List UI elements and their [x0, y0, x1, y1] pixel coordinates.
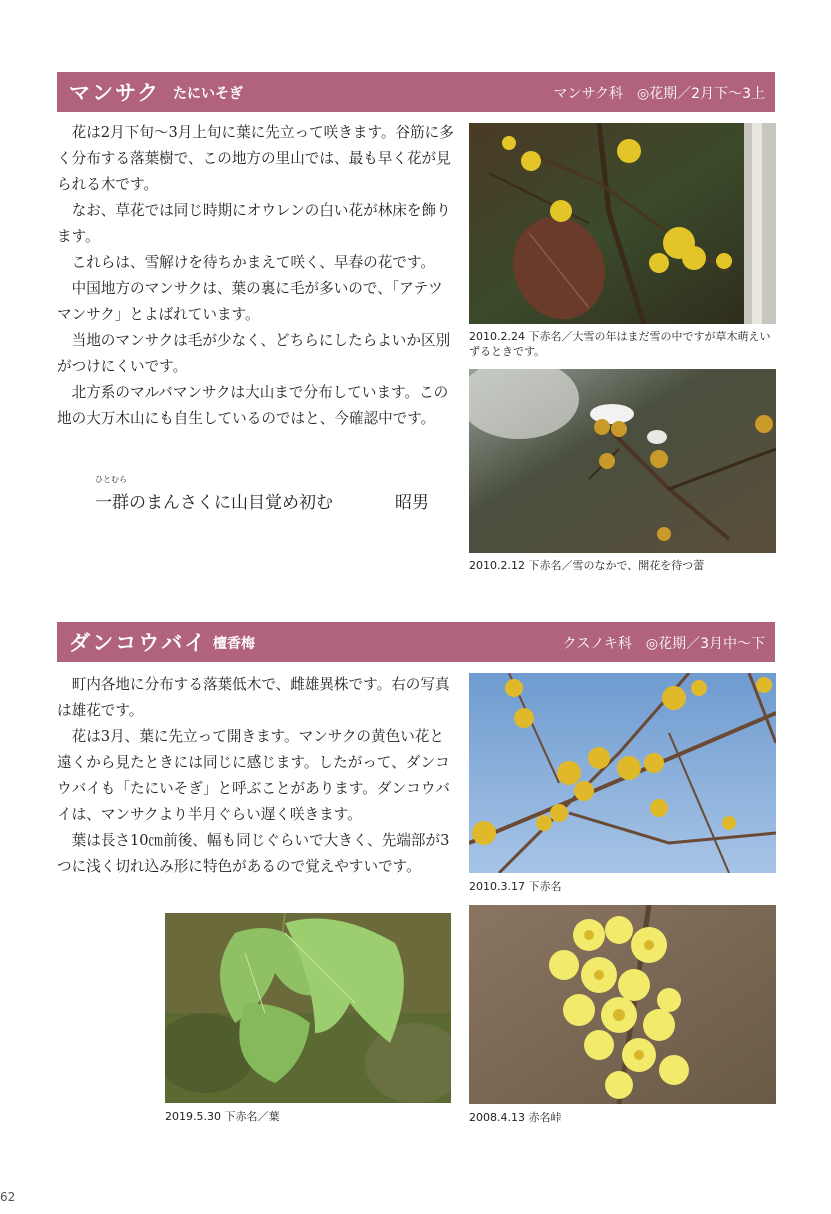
section-header-dankoubai	[57, 622, 775, 662]
page-number: 62	[0, 1190, 16, 1204]
photo-caption: 2008.4.13 赤名峠	[469, 1111, 562, 1124]
paragraph: 当地のマンサクは毛が少なく、どちらにしたらよいか区別がつけにくいです。	[57, 332, 451, 375]
photo-dankoubai-leaves	[165, 913, 451, 1103]
photo-dankoubai-flowers-closeup	[469, 905, 776, 1104]
haiku-ruby: ひとむら	[95, 475, 127, 484]
paragraph: これらは、雪解けを待ちかまえて咲く、早春の花です。	[71, 254, 435, 271]
photo-mansaku-buds-snow	[469, 369, 776, 553]
paragraph: なお、草花では同じ時期にオウレンの白い花が林床を飾ります。	[57, 202, 451, 245]
section-title: ダンコウバイ	[69, 631, 208, 655]
section-header-mansaku	[57, 72, 775, 112]
photo-caption: 2019.5.30 下赤名／葉	[165, 1110, 280, 1123]
photo-mansaku-flowers	[469, 123, 776, 324]
paragraph: 町内各地に分布する落葉低木で、雌雄異株です。右の写真は雄花です。	[57, 676, 450, 719]
paragraph: 北方系のマルバマンサクは大山まで分布しています。この地の大万木山にも自生しているのではと、今確認中です。	[57, 384, 449, 427]
photo-caption: 2010.3.17 下赤名	[469, 880, 562, 893]
section-reading: 檀香梅	[213, 636, 255, 652]
section-reading: たにいそぎ	[173, 86, 243, 102]
photo-caption: 2010.2.24 下赤名／大雪の年はまだ雪の中ですが草木萌えいずるときです。	[469, 330, 771, 358]
haiku	[95, 475, 429, 513]
paragraph: 中国地方のマンサクは、葉の裏に毛が多いので、「アテツマンサク」とよばれています。	[57, 280, 443, 323]
section-body-dankoubai	[57, 672, 452, 880]
photo-caption: 2010.2.12 下赤名／雪のなかで、開花を待つ蕾	[469, 559, 705, 572]
paragraph: 花は3月、葉に先立って開きます。マンサクの黄色い花と遠くから見たときには同じに感じます。したがって、ダンコウバイも「たにいそぎ」と呼ぶことがあります。ダンコウバイは、マンサクより半月ぐらい遅く咲きます。	[57, 728, 451, 823]
haiku-author: 昭男	[395, 493, 429, 513]
photo-dankoubai-branches	[469, 673, 776, 873]
section-title: マンサク	[69, 81, 161, 105]
section-family: クスノキ科 ◎花期／3月中〜下	[562, 636, 765, 652]
section-body-mansaku	[57, 120, 457, 432]
paragraph: 葉は長さ10㎝前後、幅も同じぐらいで大きく、先端部が3つに浅く切れ込み形に特色があるので覚えやすいです。	[57, 832, 450, 875]
section-family: マンサク科 ◎花期／2月下〜3上	[553, 86, 765, 102]
paragraph: 花は2月下旬〜3月上旬に葉に先立って咲きます。谷筋に多く分布する落葉樹で、この地方の里山では、最も早く花が見られる木です。	[57, 124, 454, 193]
haiku-text: 一群のまんさくに山目覚め初む	[95, 493, 333, 513]
